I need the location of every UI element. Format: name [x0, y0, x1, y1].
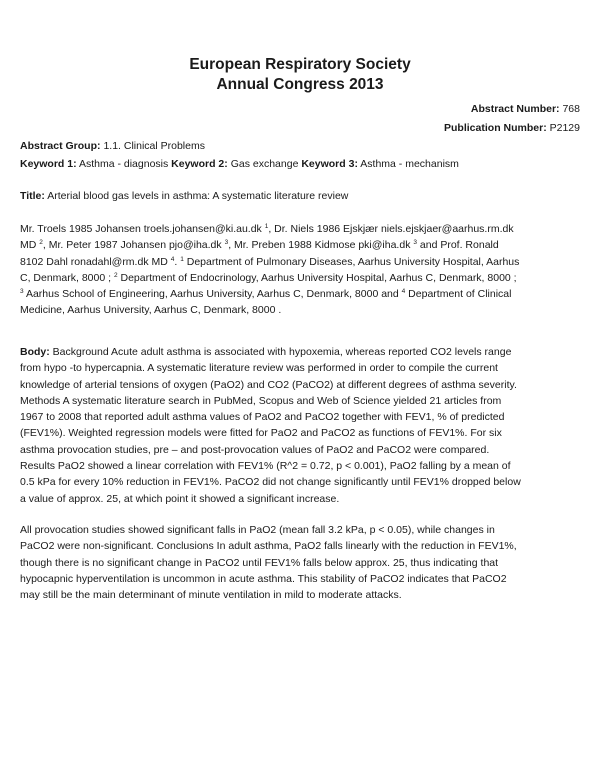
abstract-number-value: 768: [562, 103, 580, 115]
body-paragraph-1: [20, 344, 592, 507]
body-line: a value of approx. 25, at which point it showed a significant increase.: [20, 492, 340, 505]
body-line: 0.5 kPa for every 10% reduction in FEV1%. PaCO2 did not change significantly until FEV1% dropped below: [20, 476, 521, 489]
authors-line: $^3$ Aarhus School of Engineering, Aarhus University, Aarhus C, Denmark, 8000 and $^4$ Department of Clinical: [20, 288, 512, 301]
body-line: Methods A systematic literature search in PubMed, Scopus and Web of Science yielded 21 articles from: [20, 394, 502, 407]
body-line: hypocapnic hyperventilation is uncommon in acute asthma. This stability of PaCO2 indicates that PaCO2: [20, 572, 507, 585]
authors-line: C, Denmark, 8000 ; $^2$ Department of Endocrinology, Aarhus University Hospital, Aarhus C, Denmark, 8000 ;: [20, 271, 517, 284]
keyword1-label: Keyword 1:: [20, 158, 77, 170]
publication-number-value: P2129: [549, 122, 580, 134]
abstract-number-row: [471, 103, 580, 116]
body-line: PaCO2 were non-significant. Conclusions In adult asthma, PaO2 falls linearly with the reduction in FEV1%,: [20, 540, 517, 553]
keyword3-label: Keyword 3:: [301, 158, 358, 170]
publication-number-label: Publication Number:: [444, 122, 547, 134]
abstract-title-row: [20, 190, 348, 203]
body-line: Results PaO2 showed a linear correlation with FEV1% (R^2 = 0.72, p < 0.001), PaO2 falling by a mean of: [20, 460, 511, 473]
keyword2-label: Keyword 2:: [171, 158, 228, 170]
body-line: from hypo -to hypercapnia. A systematic literature review was performed in order to compile the current: [20, 362, 498, 375]
authors-line: Mr. Troels 1985 Johansen troels.johansen@ki.au.dk $^1$, Dr. Niels 1986 Ejskjær niels.ejskjaer@aarhus.rm.dk: [20, 223, 514, 235]
body-line: asthma provocation studies, pre – and post-provocation values of PaO2 and PaCO2 were compared.: [20, 443, 490, 456]
society-title: European Respiratory Society: [189, 56, 411, 73]
abstract-group-label: Abstract Group:: [20, 140, 101, 152]
abstract-title: Arterial blood gas levels in asthma: A systematic literature review: [47, 190, 349, 202]
body-line: Body: Background Acute adult asthma is associated with hypoxemia, whereas reported CO2 levels range: [20, 346, 512, 358]
keyword3-value: Asthma - mechanism: [360, 158, 459, 170]
authors-line: Medicine, Aarhus University, Aarhus C, Denmark, 8000 .: [20, 304, 282, 317]
congress-title: Annual Congress 2013: [216, 76, 384, 93]
body-line: knowledge of arterial tensions of oxygen (PaO2) and CO2 (PaCO2) at different degrees of asthma severity.: [20, 378, 517, 391]
authors-block: [20, 221, 592, 319]
body-line: (FEV1%). Weighted regression models were fitted for PaO2 and PaCO2 as functions of FEV1%. For six: [20, 427, 502, 440]
body-paragraph-2: [20, 522, 592, 603]
abstract-number-label: Abstract Number:: [470, 103, 560, 115]
publication-number-row: [444, 122, 580, 135]
abstract-group-value: 1.1. Clinical Problems: [103, 140, 205, 152]
body-line: All provocation studies showed significant falls in PaO2 (mean fall 3.2 kPa, p < 0.05), while changes in: [20, 524, 495, 536]
abstract-group-row: [20, 140, 205, 153]
authors-line: MD $^2$, Mr. Peter 1987 Johansen pjo@iha.dk $^3$, Mr. Preben 1988 Kidmose pki@iha.dk $^3$ and Prof. Ronald: [20, 239, 499, 252]
keyword2-value: Gas exchange: [230, 158, 299, 170]
keywords-row: [20, 158, 459, 171]
body-label: Body:: [20, 346, 50, 358]
body-line: though there is no significant change in PaCO2 until FEV1% falls below approx. 25, thus indicating that: [20, 556, 499, 569]
title-label: Title:: [20, 190, 45, 202]
body-line: may still be the main determinant of minute ventilation in mild to moderate attacks.: [20, 589, 402, 602]
keyword1-value: Asthma - diagnosis: [78, 158, 169, 170]
body-line: 1967 to 2008 that reported adult asthma values of PaO2 and PaCO2 together with FEV1, % of predicted: [20, 411, 505, 424]
authors-line: 8102 Dahl ronadahl@rm.dk MD $^4$. $^1$ Department of Pulmonary Diseases, Aarhus University Hospital, Aarhus: [20, 255, 520, 268]
